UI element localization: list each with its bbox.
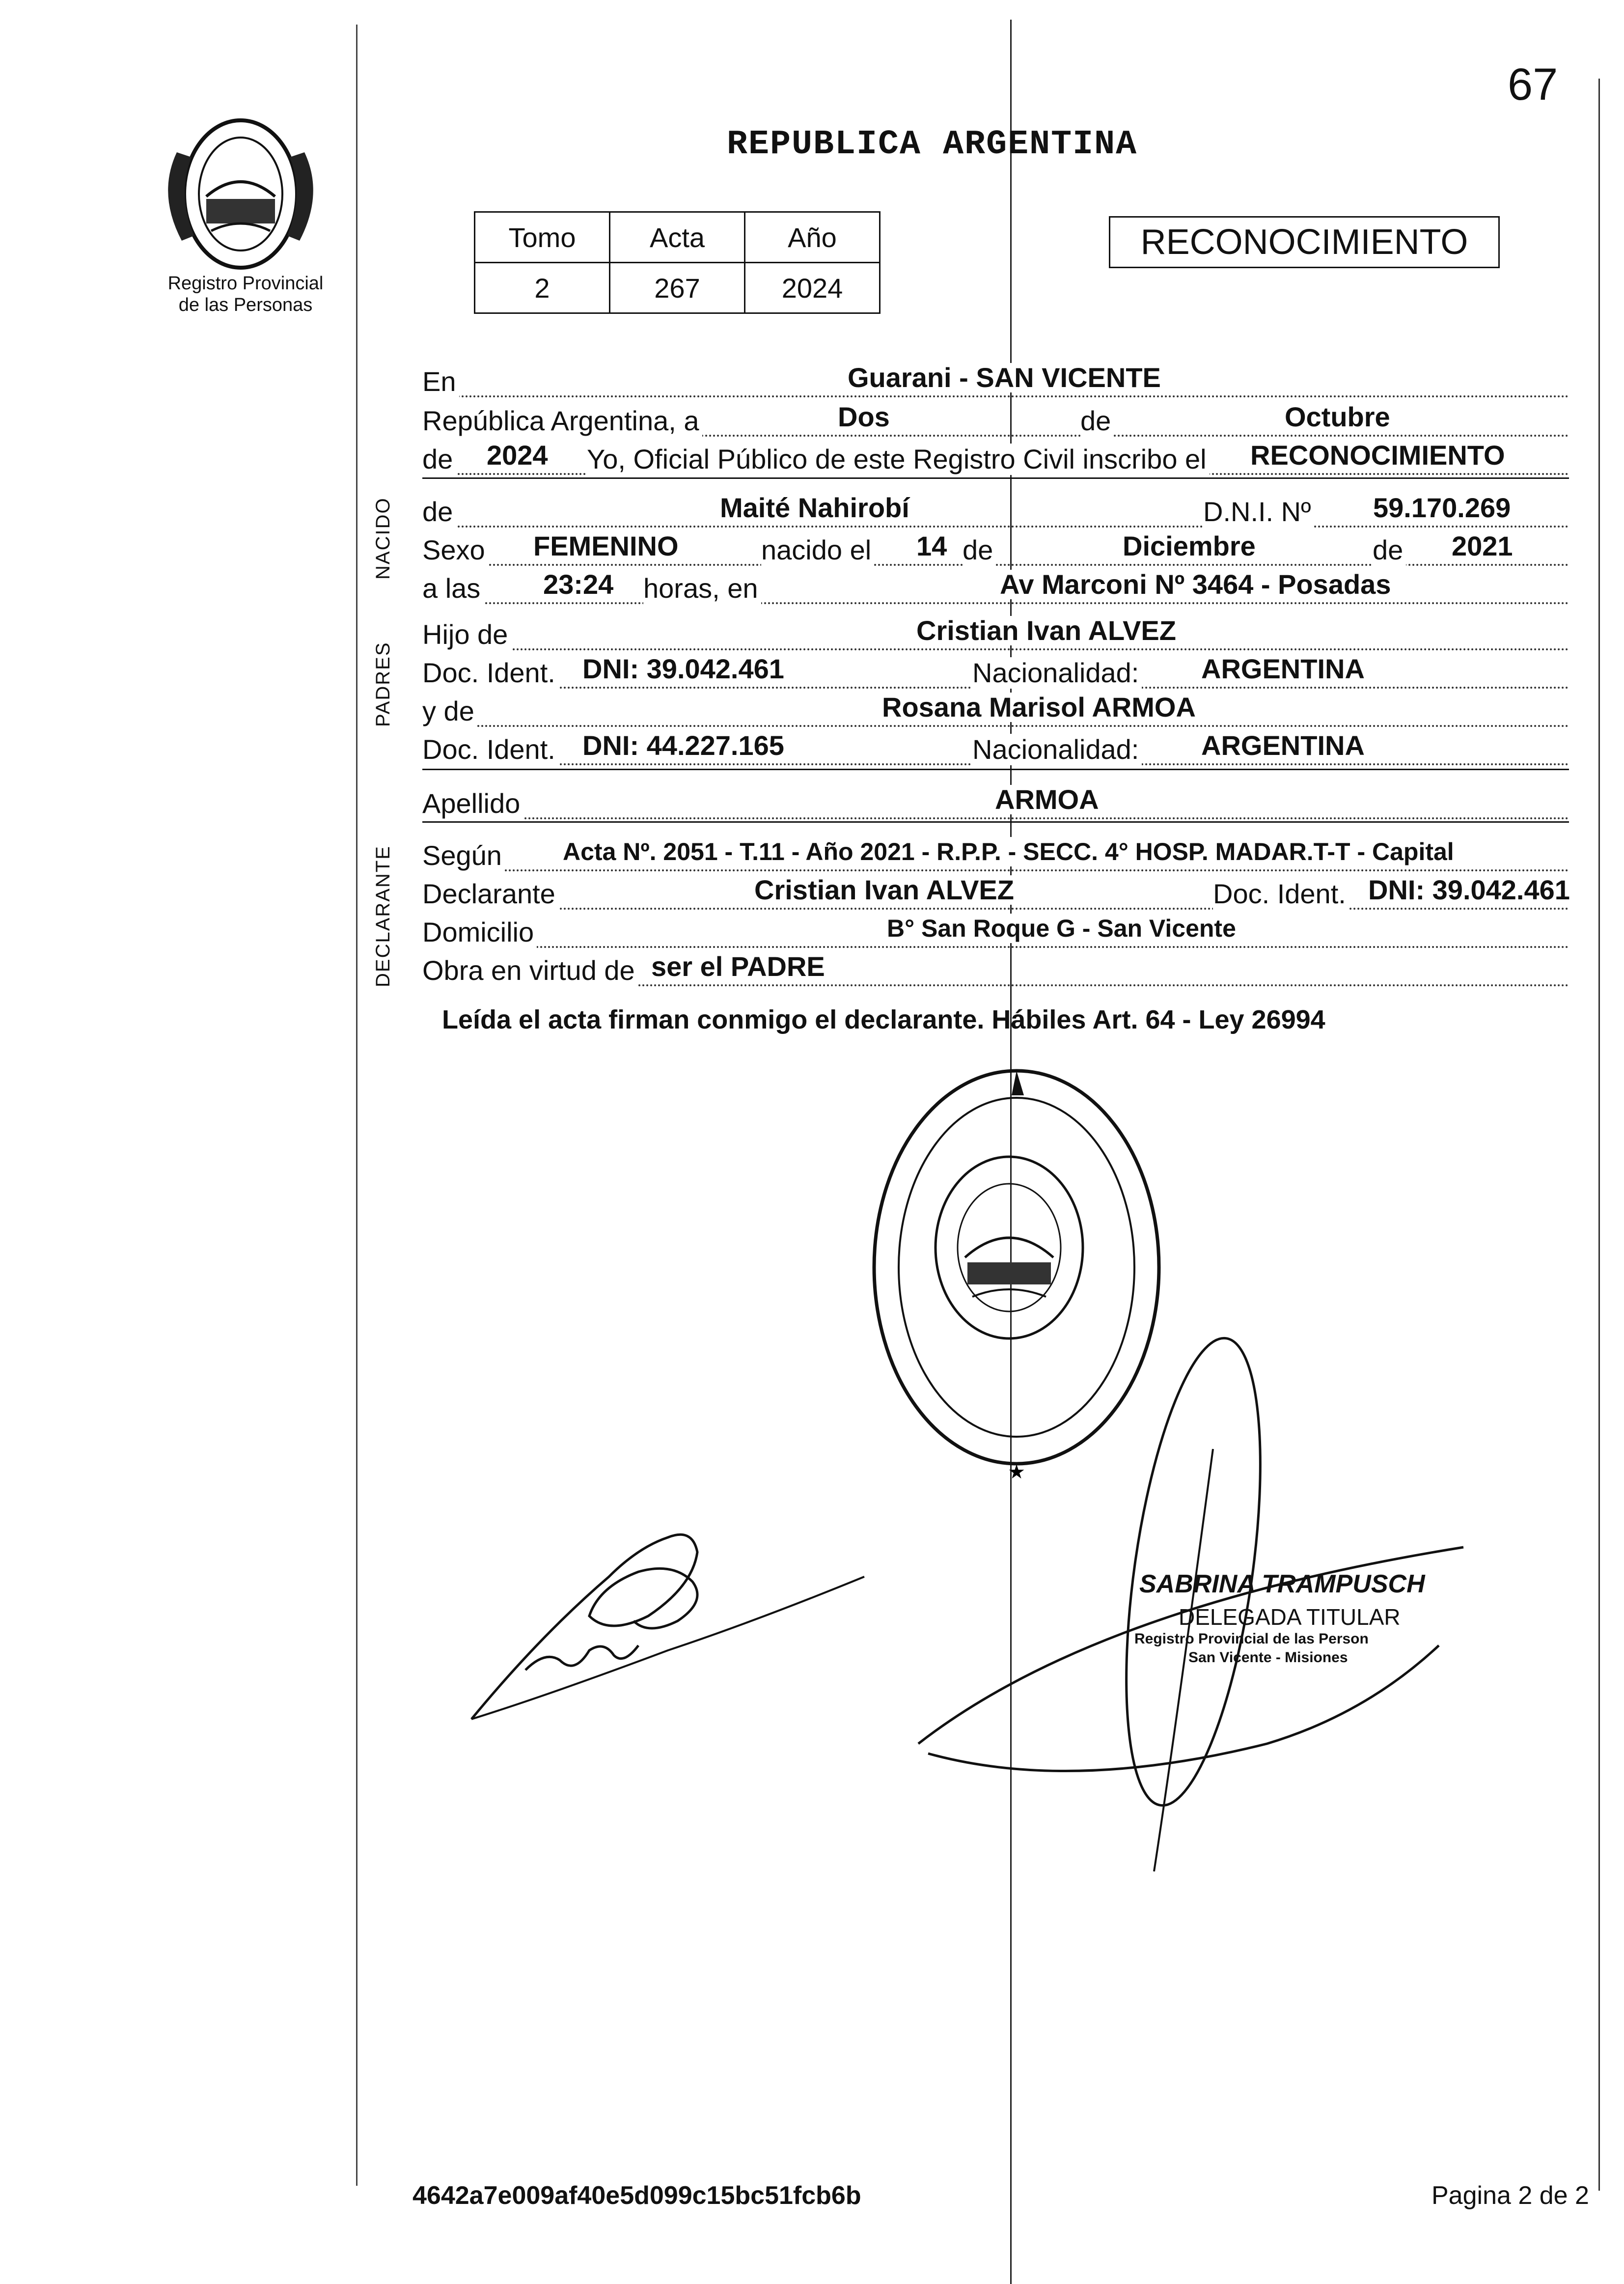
signatory-org: Registro Provincial de las Person [1134,1631,1369,1647]
section-label-declarante: DECLARANTE [372,845,394,987]
header-tomo: Tomo [475,212,610,263]
nacimiento-mes: Diciembre [1120,531,1259,561]
nombre-inscripto: Maité Nahirobí [717,493,912,523]
mes-inscripcion: Octubre [1282,402,1393,432]
acta-type-box: RECONOCIMIENTO [1109,216,1500,268]
signatory-name: SABRINA TRAMPUSCH [1139,1570,1425,1598]
row-declarante: Declarante Cristian Ivan ALVEZ Doc. Ident. DNI: 39.042.461 [422,873,1569,910]
sexo-inscripto: FEMENINO [530,531,682,561]
nombre-padre: Cristian Ivan ALVEZ [913,616,1179,645]
row-fecha: República Argentina, a Dos de Octubre [422,400,1569,437]
nacimiento-anio: 2021 [1449,531,1516,561]
document-title: REPUBLICA ARGENTINA [727,125,1138,164]
registro-table [474,211,881,314]
header-anio: Año [745,212,880,263]
document-hash: 4642a7e009af40e5d099c15bc51fcb6b [413,2181,861,2210]
row-padre: Hijo de Cristian Ivan ALVEZ [422,614,1569,650]
misiones-seal-logo [147,113,334,275]
domicilio-declarante: B° San Roque G - San Vicente [884,914,1239,943]
row-oficial: de 2024 Yo, Oficial Público de este Registro Civil inscribo el RECONOCIMIENTO [422,439,1569,475]
separator [422,477,1569,479]
nacionalidad-padre: ARGENTINA [1198,654,1368,684]
nombre-declarante: Cristian Ivan ALVEZ [751,875,1017,905]
nacimiento-dia: 14 [913,531,950,561]
right-margin-line [1598,79,1600,2191]
nombre-madre: Rosana Marisol ARMOA [879,693,1199,722]
header-acta: Acta [610,212,745,263]
doc-padre: DNI: 39.042.461 [579,654,787,684]
row-nombre: de Maité Nahirobí D.N.I. Nº 59.170.269 [422,491,1569,528]
row-obra: Obra en virtud de ser el PADRE [422,950,1569,986]
tipo-inscripcion: RECONOCIMIENTO [1247,441,1508,470]
row-madre: y de Rosana Marisol ARMOA [422,691,1569,727]
value-tomo: 2 [475,263,610,313]
row-hora: a las 23:24 horas, en Av Marconi Nº 3464 - Posadas [422,568,1569,604]
row-sexo: Sexo FEMENINO nacido el 14 de Diciembre de 2021 [422,529,1569,566]
row-madre-doc: Doc. Ident. DNI: 44.227.165 Nacionalidad: ARGENTINA [422,729,1569,765]
lugar-inscripcion: Guarani - SAN VICENTE [845,363,1164,392]
value-anio: 2024 [745,263,880,313]
row-segun: Según Acta Nº. 2051 - T.11 - Año 2021 - R.P.P. - SECC. 4° HOSP. MADAR.T-T - Capital [422,835,1569,871]
left-margin-line [356,25,358,2186]
doc-madre: DNI: 44.227.165 [579,731,787,760]
acta-referencia: Acta Nº. 2051 - T.11 - Año 2021 - R.P.P. - SECC. 4° HOSP. MADAR.T-T - Capital [560,837,1457,866]
obra-en-virtud: ser el PADRE [648,952,828,981]
lugar-nacimiento: Av Marconi Nº 3464 - Posadas [997,570,1394,599]
section-label-padres: PADRES [372,641,394,727]
svg-text:★: ★ [1008,1461,1025,1483]
doc-declarante: DNI: 39.042.461 [1365,875,1573,905]
lectura-statement: Leída el acta firman conmigo el declarante. Hábiles Art. 64 - Ley 26994 [442,1005,1325,1034]
signatory-location: San Vicente - Misiones [1188,1649,1348,1666]
dia-inscripcion: Dos [835,402,893,432]
row-apellido: Apellido ARMOA [422,783,1569,819]
signatory-title: DELEGADA TITULAR [1179,1604,1401,1630]
page-indicator: Pagina 2 de 2 [1431,2181,1589,2210]
nacionalidad-madre: ARGENTINA [1198,731,1368,760]
logo-caption: Registro Provincial de las Personas [167,273,324,315]
page-number: 67 [1508,59,1558,110]
separator [422,821,1569,823]
dni-inscripto: 59.170.269 [1370,493,1514,523]
declarante-signature [462,1488,874,1734]
row-en: En Guarani - SAN VICENTE [422,361,1569,397]
hora-nacimiento: 23:24 [540,570,616,599]
section-label-nacido: NACIDO [372,497,394,580]
apellido: ARMOA [992,785,1102,814]
anio-inscripcion: 2024 [484,441,551,470]
row-padre-doc: Doc. Ident. DNI: 39.042.461 Nacionalidad: ARGENTINA [422,652,1569,689]
row-domicilio: Domicilio B° San Roque G - San Vicente [422,912,1569,948]
separator [422,769,1569,770]
value-acta: 267 [610,263,745,313]
